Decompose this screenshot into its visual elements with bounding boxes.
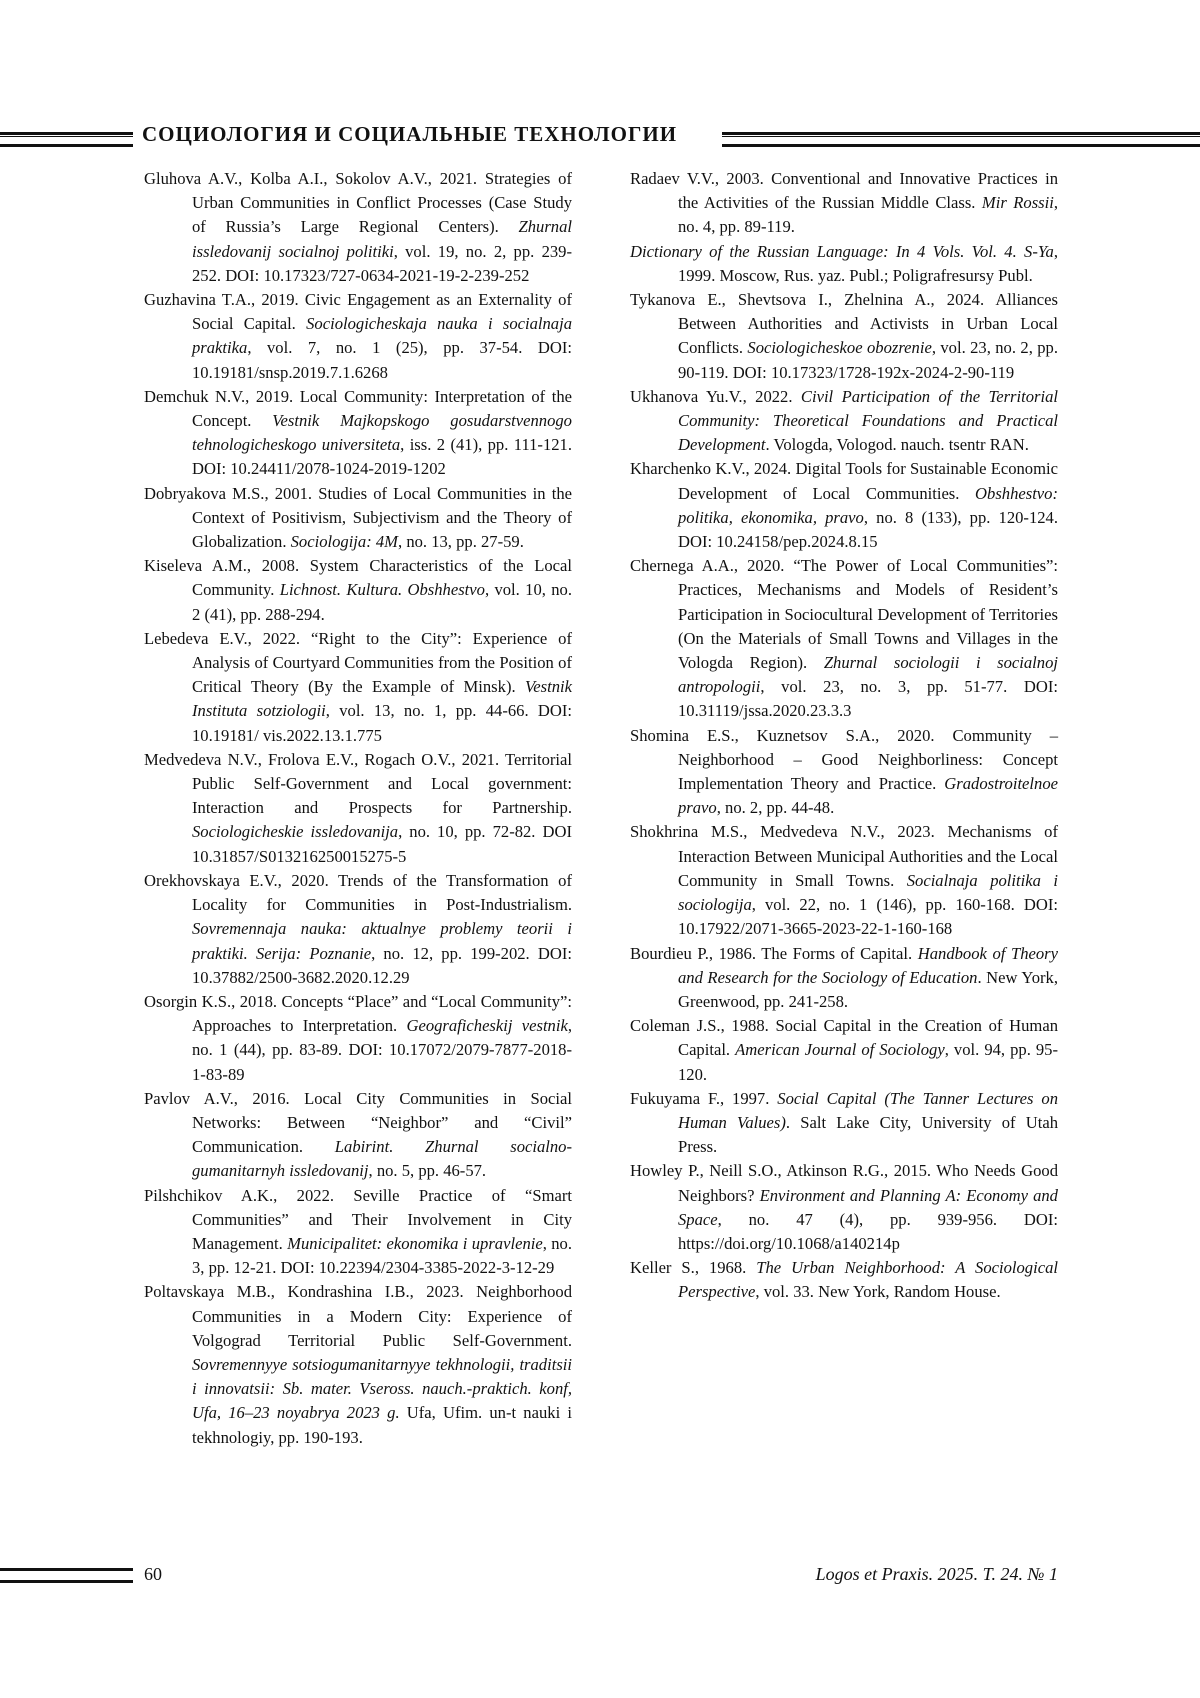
reference-details: , no. 47 (4), pp. 939-956. DOI: https://doi.org/10.1068/a140214p	[678, 1209, 1058, 1253]
reference-entry	[630, 1014, 1058, 1087]
reference-authors-title: Orekhovskaya E.V., 2020. Trends of the Transformation of Locality for Communities in Post-Industrialism.	[144, 870, 572, 915]
reference-authors-title: Radaev V.V., 2003. Conventional and Innovative Practices in the Activities of the Russian Middle Class.	[630, 169, 1058, 213]
reference-authors-title: Coleman J.S., 1988. Social Capital in the Creation of Human Capital.	[630, 1016, 1058, 1060]
header-rule-left	[0, 132, 133, 147]
reference-authors-title: Howley P., Neill S.O., Atkinson R.G., 2015. Who Needs Good Neighbors?	[630, 1161, 1058, 1205]
reference-entry	[630, 1159, 1058, 1256]
reference-source-title: Obshhestvo: politika, ekonomika, pravo	[678, 483, 1058, 527]
footer-journal-citation: Logos et Praxis. 2025. Т. 24. № 1	[815, 1564, 1058, 1584]
reference-source-title: Sociologicheskie issledovanija	[192, 822, 399, 842]
reference-details: , vol. 22, no. 1 (146), pp. 160-168. DOI: 10.17922/2071-3665-2023-22-1-160-168	[678, 895, 1058, 939]
reference-source-title: Social Capital (The Tanner Lectures on Human Values)	[678, 1088, 1058, 1132]
reference-details: , no. 3, pp. 12-21. DOI: 10.22394/2304-3385-2022-3-12-29	[192, 1233, 572, 1278]
reference-source-title: Sociologicheskaja nauka i socialnaja praktika	[192, 314, 572, 358]
reference-details: , no. 5, pp. 46-57.	[368, 1161, 487, 1181]
reference-details: , no. 2, pp. 44-48.	[716, 798, 835, 818]
reference-authors-title: Guzhavina T.A., 2019. Civic Engagement as an Externality of Social Capital.	[144, 290, 572, 334]
reference-details: , 1999. Moscow, Rus. yaz. Publ.; Poligrafresursy Publ.	[678, 241, 1058, 285]
reference-source-title: Sovremennaja nauka: aktualnye problemy teorii i praktiki. Serija: Poznanie	[192, 919, 572, 963]
reference-entry	[144, 482, 572, 555]
reference-authors-title: Ukhanova Yu.V., 2022.	[630, 386, 801, 406]
header-rule-right	[722, 132, 1200, 147]
reference-entry	[144, 1087, 572, 1184]
reference-authors-title: Dobryakova M.S., 2001. Studies of Local Communities in the Context of Positivism, Subjectivism and the Theory of Globalization.	[144, 483, 572, 552]
references-left-column	[144, 167, 572, 1450]
reference-entry	[630, 167, 1058, 240]
reference-source-title: Socialnaja politika i sociologija	[678, 870, 1058, 915]
reference-source-title: Labirint. Zhurnal socialno-gumanitarnyh issledovanij	[192, 1137, 573, 1181]
reference-source-title: Dictionary of the Russian Language: In 4 Vols. Vol. 4. S-Ya	[630, 241, 1054, 261]
reference-details: , vol. 94, pp. 95-120.	[678, 1040, 1059, 1084]
reference-entry	[144, 288, 572, 385]
reference-source-title: Vestnik Majkopskogo gosudarstvennogo tehnologicheskogo universiteta	[192, 411, 572, 455]
reference-source-title: Zhurnal sociologii i socialnoj antropologii	[678, 653, 1058, 697]
reference-entry	[630, 942, 1058, 1015]
reference-entry	[630, 1256, 1058, 1304]
section-title: СОЦИОЛОГИЯ И СОЦИАЛЬНЫЕ ТЕХНОЛОГИИ	[142, 122, 678, 146]
reference-authors-title: Gluhova A.V., Kolba A.I., Sokolov A.V., 2021. Strategies of Urban Communities in Conflict Processes (Case Study of Russia’s Large Regional Centers).	[144, 169, 572, 237]
reference-authors-title: Chernega A.A., 2020. “The Power of Local Communities”: Practices, Mechanisms and Models of Resident’s Participation in Sociocultural Development of Territories (On the Materials of Small Towns and Villages in the Vologda Region).	[630, 556, 1058, 673]
reference-authors-title: Pavlov A.V., 2016. Local City Communities in Social Networks: Between “Neighbor” and “Civil” Communication.	[144, 1088, 572, 1157]
reference-details: , vol. 33. New York, Random House.	[755, 1282, 1001, 1302]
reference-entry	[144, 554, 572, 627]
reference-source-title: Sociologija: 4M	[290, 532, 399, 552]
reference-source-title: The Urban Neighborhood: A Sociological Perspective	[678, 1258, 1058, 1302]
reference-details: . Vologda, Vologod. nauch. tsentr RAN.	[765, 435, 1029, 455]
reference-details: , vol. 23, no. 2, pp. 90-119. DOI: 10.17323/1728-192x-2024-2-90-119	[678, 338, 1058, 382]
reference-authors-title: Tykanova E., Shevtsova I., Zhelnina A., 2024. Alliances Between Authorities and Activists in Urban Local Conflicts.	[630, 290, 1058, 358]
reference-authors-title: Lebedeva E.V., 2022. “Right to the City”: Experience of Analysis of Courtyard Communities from the Position of Critical Theory (By the Example of Minsk).	[144, 628, 572, 697]
reference-entry	[144, 627, 572, 748]
reference-details: , no. 10, pp. 72-82. DOI 10.31857/S013216250015275-5	[192, 822, 572, 866]
reference-entry	[630, 820, 1058, 941]
reference-details: , iss. 2 (41), pp. 111-121. DOI: 10.24411/2078-1024-2019-1202	[192, 435, 572, 479]
reference-entry	[630, 288, 1058, 385]
reference-entry	[630, 724, 1058, 821]
reference-authors-title: Keller S., 1968.	[630, 1258, 757, 1278]
reference-authors-title: Osorgin K.S., 2018. Concepts “Place” and “Local Community”: Approaches to Interpretation.	[144, 991, 572, 1036]
references-right-column	[630, 167, 1058, 1305]
reference-authors-title: Fukuyama F., 1997.	[630, 1088, 778, 1108]
reference-entry	[630, 385, 1058, 458]
reference-source-title: Vestnik Instituta sotziologii	[192, 677, 572, 721]
reference-authors-title: Medvedeva N.V., Frolova E.V., Rogach O.V., 2021. Territorial Public Self-Government and Local government: Interaction and Prospects for Partnership.	[144, 749, 572, 818]
reference-details: , no. 12, pp. 199-202. DOI: 10.37882/2500-3682.2020.12.29	[192, 943, 572, 987]
reference-details: , no. 4, pp. 89-119.	[678, 193, 1058, 237]
reference-authors-title: Shomina E.S., Kuznetsov S.A., 2020. Community – Neighborhood – Good Neighborliness: Concept Implementation Theory and Practice.	[630, 725, 1058, 794]
reference-authors-title: Kharchenko K.V., 2024. Digital Tools for Sustainable Economic Development of Local Communities.	[630, 459, 1058, 503]
reference-entry	[144, 869, 572, 990]
reference-details: , no. 1 (44), pp. 83-89. DOI: 10.17072/2079-7877-2018-1-83-89	[192, 1016, 572, 1084]
reference-source-title: Sovremennyye sotsiogumanitarnyye tekhnologii, traditsii i innovatsii: Sb. mater. Vseross. nauch.-praktich. konf, Ufa, 16–23 noyabrya 2023 g.	[192, 1354, 572, 1423]
reference-entry	[630, 240, 1058, 288]
reference-authors-title: Demchuk N.V., 2019. Local Community: Interpretation of the Concept.	[144, 386, 572, 431]
reference-entry	[144, 1280, 572, 1449]
reference-details: , no. 8 (133), pp. 120-124. DOI: 10.24158/pep.2024.8.15	[678, 507, 1058, 552]
reference-source-title: Environment and Planning A: Economy and Space	[678, 1185, 1058, 1229]
reference-details: , vol. 19, no. 2, pp. 239-252. DOI: 10.17323/727-0634-2021-19-2-239-252	[192, 241, 572, 285]
reference-source-title: Zhurnal issledovanij socialnoj politiki	[192, 217, 572, 261]
reference-source-title: Geograficheskij vestnik	[406, 1016, 568, 1036]
reference-source-title: Municipalitet: ekonomika i upravlenie	[287, 1233, 543, 1253]
reference-source-title: Sociologicheskoe obozrenie	[747, 338, 932, 358]
footer-rule	[0, 1568, 133, 1583]
reference-authors-title: Poltavskaya M.B., Kondrashina I.B., 2023. Neighborhood Communities in a Modern City: Experience of Volgograd Territorial Public Self-Government.	[144, 1282, 572, 1350]
reference-entry	[144, 748, 572, 869]
reference-details: , vol. 23, no. 3, pp. 51-77. DOI: 10.31119/jssa.2020.23.3.3	[678, 677, 1058, 721]
reference-authors-title: Kiseleva A.M., 2008. System Characteristics of the Local Community.	[144, 556, 572, 600]
reference-authors-title: Pilshchikov A.K., 2022. Seville Practice of “Smart Communities” and Their Involvement in City Management.	[144, 1185, 572, 1253]
reference-details: , no. 13, pp. 27-59.	[398, 532, 524, 552]
reference-source-title: Gradostroitelnoe pravo	[678, 774, 1058, 818]
reference-authors-title: Shokhrina M.S., Medvedeva N.V., 2023. Mechanisms of Interaction Between Municipal Authorities and the Local Community in Small Towns.	[630, 822, 1058, 890]
reference-source-title: Handbook of Theory and Research for the Sociology of Education	[678, 943, 1058, 987]
reference-entry	[144, 385, 572, 482]
page-number: 60	[144, 1564, 162, 1584]
reference-details: . New York, Greenwood, pp. 241-258.	[678, 967, 1058, 1011]
reference-source-title: Civil Participation of the Territorial Community: Theoretical Foundations and Practical Development	[678, 386, 1058, 455]
reference-authors-title: Bourdieu P., 1986. The Forms of Capital.	[630, 943, 918, 963]
reference-entry	[144, 990, 572, 1087]
reference-details: , vol. 13, no. 1, pp. 44-66. DOI: 10.19181/ vis.2022.13.1.775	[192, 701, 572, 745]
reference-source-title: Mir Rossii	[981, 193, 1054, 213]
reference-entry	[630, 457, 1058, 554]
reference-entry	[144, 167, 572, 288]
reference-entry	[144, 1184, 572, 1281]
reference-entry	[630, 1087, 1058, 1160]
reference-details: Ufa, Ufim. un-t nauki i tekhnologiy, pp. 190-193.	[192, 1403, 572, 1447]
running-header	[0, 122, 1200, 152]
reference-entry	[630, 554, 1058, 723]
reference-details: . Salt Lake City, University of Utah Press.	[678, 1112, 1058, 1157]
reference-source-title: Lichnost. Kultura. Obshhestvo	[279, 580, 485, 600]
reference-details: , vol. 10, no. 2 (41), pp. 288-294.	[192, 580, 572, 624]
reference-details: , vol. 7, no. 1 (25), pp. 37-54. DOI: 10.19181/snsp.2019.7.1.6268	[192, 338, 572, 382]
reference-source-title: American Journal of Sociology	[735, 1040, 945, 1060]
